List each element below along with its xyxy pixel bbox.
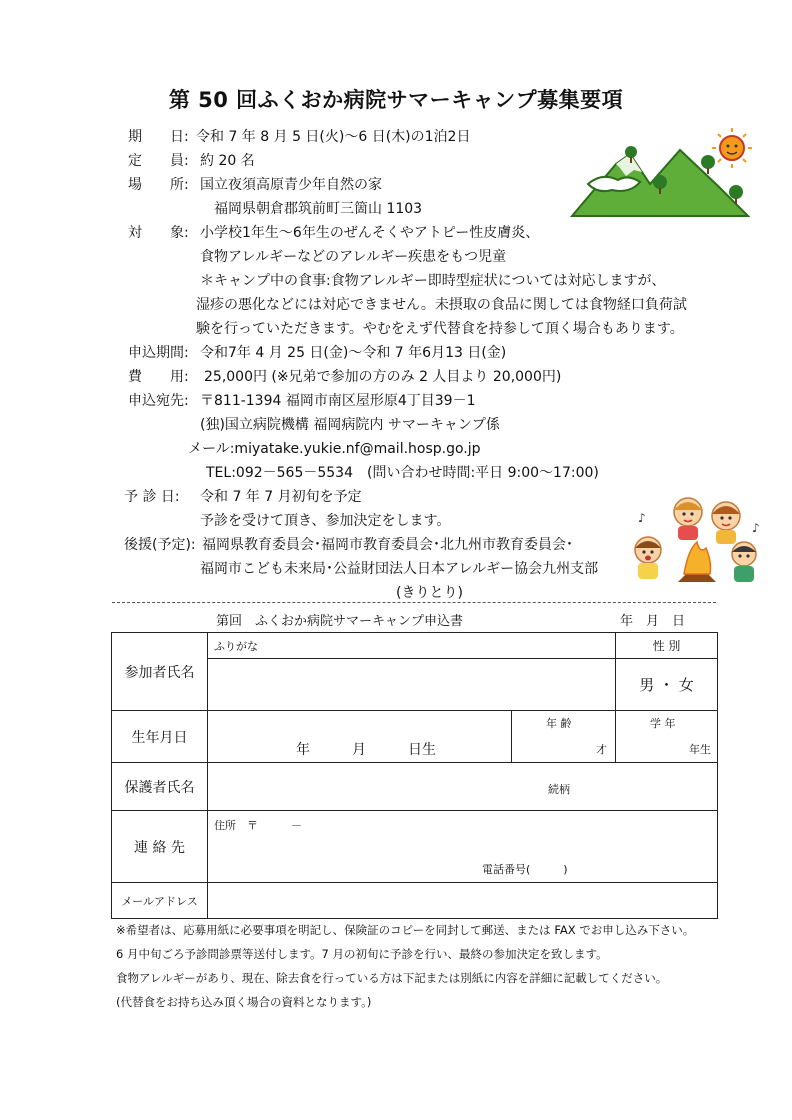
support-line1: 福岡県教育委員会･福岡市教育委員会･北九州市教育委員会･	[202, 537, 573, 553]
exam-value: 令和 7 年 7 月初旬を予定	[200, 489, 362, 505]
place-address: 福岡県朝倉郡筑前町三箇山 1103	[214, 201, 423, 217]
age-label: 年 齢	[546, 717, 572, 730]
svg-text:♪: ♪	[638, 511, 646, 525]
cut-line-label: (きりとり)	[396, 585, 463, 601]
fee-value: 25,000円 (※兄弟で参加の方のみ 2 人目より 20,000円)	[204, 369, 562, 385]
page-title: 第 50 回ふくおか病院サマーキャンプ募集要項	[168, 88, 624, 112]
place-row	[128, 175, 382, 195]
form-date: 年 月 日	[620, 614, 686, 629]
address-line2: (独)国立病院機構 福岡病院内 サマーキャンプ係	[200, 417, 500, 433]
capacity-row	[128, 151, 255, 171]
gender-label: 性 別	[652, 639, 681, 653]
address-row	[128, 391, 475, 411]
support-line2: 福岡市こども未来局･公益財団法人日本アレルギー協会九州支部	[200, 561, 599, 577]
period-value: 令和 7 年 8 月 5 日(火)～6 日(木)の1泊2日	[196, 129, 471, 145]
target-label: 対 象:	[128, 225, 189, 241]
period-label: 期 日:	[128, 129, 189, 145]
birth-label: 生年月日	[112, 711, 208, 763]
guardian-field[interactable]	[208, 763, 718, 811]
form-title: 第回 ふくおか病院サマーキャンプ申込書	[216, 614, 464, 629]
support-row	[124, 535, 573, 555]
contact-field[interactable]	[208, 811, 718, 883]
fee-row	[128, 367, 561, 387]
note-3: 食物アレルギーがあり、現在、除去食を行っている方は下記または別紙に内容を詳細に記載してください。	[116, 971, 668, 985]
period-row	[128, 127, 470, 147]
exam-note: 予診を受けて頂き、参加決定をします。	[200, 513, 451, 529]
email-label: メールアドレス	[112, 883, 208, 919]
place-label: 場 所:	[128, 177, 189, 193]
support-label: 後援(予定):	[124, 537, 196, 553]
target-line2: 食物アレルギーなどのアレルギー疾患をもつ児童	[200, 249, 507, 265]
note-2: 6 月中旬ごろ予診問診票等送付します。7 月の初旬に予診を行い、最終の参加決定を致します。	[116, 947, 608, 961]
grade-unit: 年生	[689, 743, 711, 756]
furigana-field[interactable]	[208, 633, 616, 659]
application-period-value: 令和7年 4 月 25 日(金)～令和 7 年6月13 日(金)	[200, 345, 507, 361]
place-value: 国立夜須高原青少年自然の家	[200, 177, 382, 193]
note-4: (代替食をお持ち込み頂く場合の資料となります。)	[116, 995, 372, 1009]
contact-email[interactable]: メール:miyatake.yukie.nf@mail.hosp.go.jp	[188, 441, 481, 457]
furigana-label: ふりがな	[214, 640, 258, 653]
participant-label: 参加者氏名	[112, 633, 208, 711]
contact-tel: TEL:092－565－5534 (問い合わせ時間:平日 9:00～17:00)	[206, 465, 599, 481]
target-row	[128, 223, 539, 243]
children-campfire-illustration	[628, 492, 768, 592]
exam-row	[124, 487, 362, 507]
gender-field[interactable]	[616, 659, 718, 711]
application-period-label: 申込期間:	[128, 345, 189, 361]
note-1: ※希望者は、応募用紙に必要事項を明記し、保険証のコピーを同封して郵送、または FAX でお申し込み下さい。	[116, 923, 695, 937]
capacity-value: 約 20 名	[200, 153, 255, 169]
age-field[interactable]	[512, 711, 616, 763]
guardian-label: 保護者氏名	[112, 763, 208, 811]
birth-value: 年 月 日生	[296, 742, 436, 758]
exam-label: 予 診 日:	[124, 489, 180, 505]
cut-line	[112, 602, 716, 603]
phone-field-label: 電話番号( )	[482, 863, 568, 876]
gender-header	[616, 633, 718, 659]
address-label: 申込宛先:	[128, 393, 189, 409]
email-field[interactable]	[208, 883, 718, 919]
application-form	[111, 632, 718, 919]
address-field-label: 住所 〒 －	[214, 819, 302, 832]
gender-value: 男 ・ 女	[639, 676, 694, 694]
grade-label: 学 年	[650, 717, 676, 730]
target-note1: ＊キャンプ中の食事:食物アレルギー即時型症状については対応しますが、	[200, 273, 666, 289]
contact-label: 連 絡 先	[112, 811, 208, 883]
birth-field[interactable]	[208, 711, 512, 763]
grade-field[interactable]	[616, 711, 718, 763]
fee-label: 費 用:	[128, 369, 189, 385]
target-note2: 湿疹の悪化などには対応できません。未摂取の食品に関しては食物経口負荷試	[196, 297, 687, 313]
capacity-label: 定 員:	[128, 153, 189, 169]
relation-label: 続柄	[548, 783, 570, 796]
participant-name-field[interactable]	[208, 659, 616, 711]
age-unit: 才	[596, 743, 607, 756]
target-line1: 小学校1年生～6年生のぜんそくやアトピー性皮膚炎、	[200, 225, 540, 241]
svg-text:♪: ♪	[752, 521, 760, 535]
mountain-sun-illustration	[568, 124, 760, 224]
address-line1: 〒811-1394 福岡市南区屋形原4丁目39－1	[200, 393, 476, 409]
application-period-row	[128, 343, 506, 363]
target-note3: 験を行っていただきます。やむをえず代替食を持参して頂く場合もあります。	[196, 321, 684, 337]
